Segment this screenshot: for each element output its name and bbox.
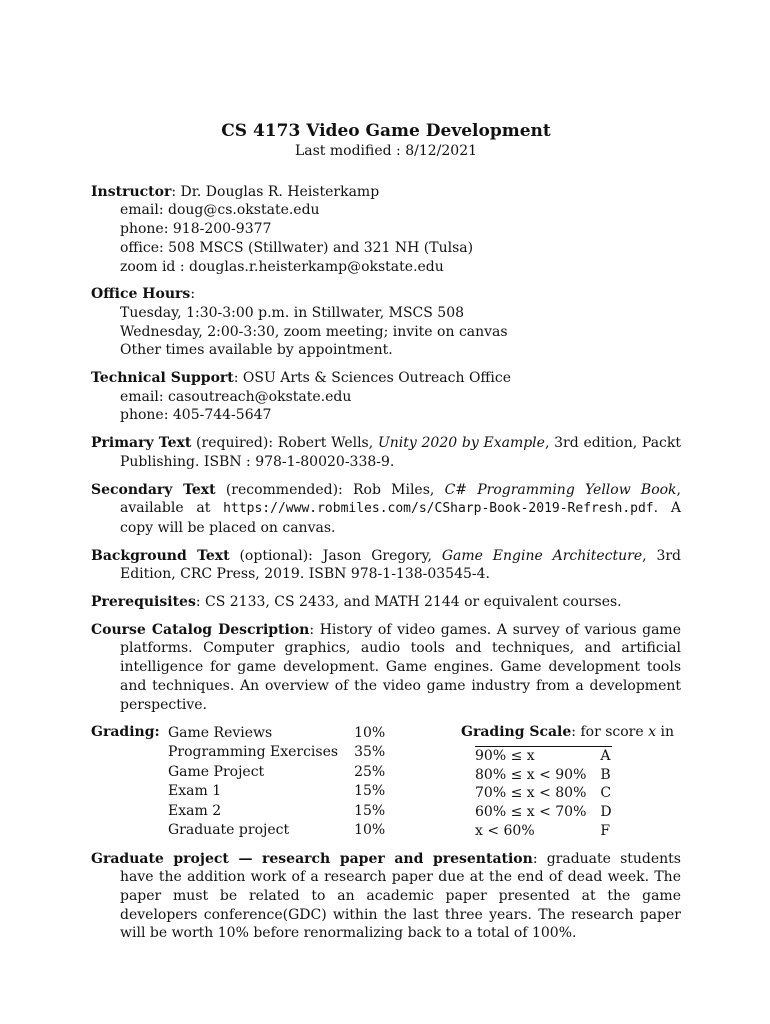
- instructor-phone: phone: 918-200-9377: [120, 221, 272, 238]
- office-hours-label: Office Hours: [91, 286, 191, 303]
- scale-grade: C: [600, 785, 612, 802]
- grading-weights: [91, 723, 461, 840]
- prereq-text: : CS 2133, CS 2433, and MATH 2144 or equivalent courses.: [195, 594, 622, 611]
- grading-item: Programming Exercises: [168, 744, 339, 761]
- prereq-label: Prerequisites: [91, 594, 196, 611]
- table-row: [168, 821, 385, 841]
- primary-post: , 3rd edition, Packt Publishing. ISBN : 978-1-80020-338-9.: [120, 435, 681, 470]
- grading-section: [91, 723, 681, 840]
- prerequisites-section: [91, 593, 681, 612]
- table-row: [168, 801, 385, 821]
- support-section: [91, 369, 681, 425]
- grad-project-label: Graduate project — research paper and presentation: [91, 850, 533, 867]
- grading-table: [168, 723, 385, 840]
- grading-weight: 15%: [354, 802, 386, 819]
- primary-label: Primary Text: [91, 435, 192, 452]
- table-row: [475, 803, 612, 822]
- grading-scale-label: Grading Scale: [461, 724, 572, 741]
- table-row: [168, 762, 385, 782]
- background-post: , 3rd Edition, CRC Press, 2019. ISBN 978-1-138-03545-4.: [120, 547, 682, 583]
- secondary-post: . A copy will be placed on canvas.: [120, 500, 681, 536]
- grad-project-text: : graduate students have the addition work of a research paper due at the end of dead week. The paper must be related to an academic paper presented at the game developers conference(GDC) within the last three years. The research paper will be worth 10% before renormalizing back to a total of 100%.: [120, 850, 681, 942]
- grading-weight: 25%: [354, 763, 386, 780]
- office-hours-line: Tuesday, 1:30-3:00 p.m. in Stillwater, MSCS 508: [120, 304, 465, 321]
- grading-item: Exam 2: [168, 802, 222, 819]
- grading-scale-table: [475, 746, 612, 841]
- grading-scale-suffix: in: [656, 724, 674, 741]
- instructor-email: email: doug@cs.okstate.edu: [120, 202, 320, 219]
- primary-text-section: [91, 434, 681, 471]
- grading-item: Exam 1: [168, 783, 222, 800]
- catalog-section: [91, 621, 681, 715]
- grading-item: Game Project: [168, 763, 265, 780]
- scale-range: 90% ≤ x: [475, 746, 586, 765]
- scale-grade: F: [600, 822, 611, 839]
- background-text-section: [91, 547, 681, 584]
- instructor-office: office: 508 MSCS (Stillwater) and 321 NH (Tulsa): [120, 239, 474, 256]
- background-label: Background Text: [91, 547, 230, 564]
- office-hours-line: Wednesday, 2:00-3:30, zoom meeting; invite on canvas: [120, 323, 508, 340]
- grading-item: Graduate project: [168, 822, 290, 839]
- scale-range: 80% ≤ x < 90%: [475, 766, 587, 783]
- catalog-text: : History of video games. A survey of various game platforms. Computer graphics, audio tools and techniques, and artificial intelligence for game development. Game engines. Game development tools and techniques. An overview of the video game industry from a development perspective.: [120, 621, 681, 713]
- support-email: email: casoutreach@okstate.edu: [120, 388, 352, 405]
- office-hours-line: Other times available by appointment.: [120, 342, 393, 359]
- table-row: [475, 822, 612, 841]
- table-row: [475, 766, 612, 785]
- secondary-book-title: C# Programming Yellow Book: [444, 481, 677, 498]
- grading-label: Grading:: [91, 724, 160, 741]
- graduate-project-section: [91, 850, 681, 944]
- instructor-zoom: zoom id : douglas.r.heisterkamp@okstate.edu: [120, 258, 444, 275]
- grading-weight: 15%: [354, 783, 386, 800]
- instructor-name: : Dr. Douglas R. Heisterkamp: [171, 183, 380, 200]
- grading-weight: 10%: [354, 822, 386, 839]
- secondary-url[interactable]: https://www.robmiles.com/s/CSharp-Book-2019-Refresh.pdf: [223, 501, 654, 517]
- support-label: Technical Support: [91, 370, 234, 387]
- primary-book-title: Unity 2020 by Example: [377, 435, 545, 452]
- catalog-label: Course Catalog Description: [91, 621, 310, 638]
- office-hours-colon: :: [190, 286, 196, 303]
- grading-item: Game Reviews: [168, 724, 273, 741]
- scale-range: 60% ≤ x < 70%: [475, 804, 587, 821]
- scale-range: 70% ≤ x < 80%: [475, 785, 587, 802]
- secondary-text-section: [91, 481, 681, 538]
- support-office: : OSU Arts & Sciences Outreach Office: [233, 370, 511, 387]
- grading-scale: [461, 723, 681, 840]
- support-phone: phone: 405-744-5647: [120, 407, 272, 424]
- secondary-label: Secondary Text: [91, 481, 216, 498]
- scale-grade: A: [586, 746, 611, 765]
- table-row: [475, 746, 612, 765]
- last-modified: Last modified : 8/12/2021: [294, 143, 478, 159]
- grading-weight: 10%: [354, 724, 386, 741]
- primary-pre: (required): Robert Wells,: [191, 435, 378, 452]
- course-title: CS 4173 Video Game Development: [221, 121, 551, 141]
- table-row: [475, 784, 612, 803]
- background-book-title: Game Engine Architecture: [441, 547, 643, 564]
- grading-weight: 35%: [354, 744, 386, 761]
- grading-scale-text: : for score: [571, 724, 649, 741]
- scale-range: x < 60%: [475, 822, 535, 839]
- table-row: [168, 782, 385, 802]
- background-pre: (optional): Jason Gregory,: [229, 547, 442, 564]
- scale-grade: D: [600, 804, 612, 821]
- grading-scale-var: x: [648, 724, 657, 741]
- secondary-pre: (recommended): Rob Miles,: [215, 481, 445, 498]
- grading-scale-heading: [461, 723, 681, 742]
- scale-grade: B: [600, 766, 611, 783]
- instructor-section: [91, 183, 681, 277]
- instructor-label: Instructor: [91, 183, 172, 200]
- office-hours-section: [91, 285, 681, 360]
- secondary-mid: , available at: [120, 481, 681, 517]
- table-row: [168, 723, 385, 743]
- syllabus-page: [91, 120, 681, 952]
- table-row: [168, 743, 385, 763]
